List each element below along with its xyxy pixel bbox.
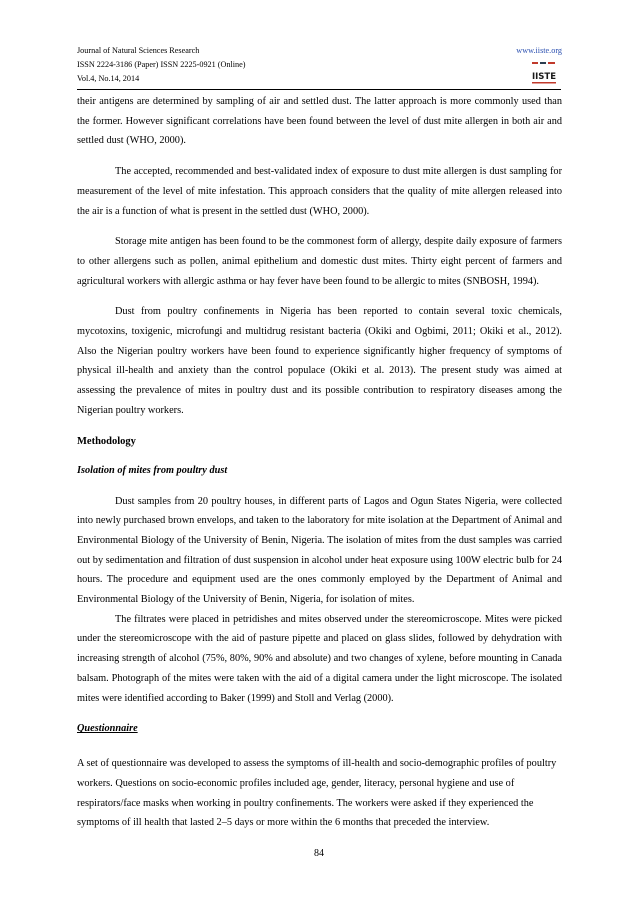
paragraph-poultry-dust: Dust from poultry confinements in Nigeria has been reported to contain several toxic chemicals, mycotoxins, toxigenic, microfungi and multidrug resistant bacteria (Okiki and Ogbimi, 2011; Okiki et al., 2012). Also the Nigerian poultry workers have been found to experience significantly higher frequency of symptoms of physical ill-health and anxiety than the control populace (Okiki et al. 2013). The present study was aimed at assessing the prevalence of mites in poultry dust and its possible contribution to respiratory diseases among the Nigerian poultry workers. xyxy=(77,306,562,416)
svg-text:IISTE: IISTE xyxy=(531,72,557,82)
paragraph-dust-samples: Dust samples from 20 poultry houses, in different parts of Lagos and Ogun States Nigeria, were collected into newly purchased brown envelops, and taken to the laboratory for mite isolation at the Department of Animal and Environmental Biology of the University of Benin, Nigeria. The isolation of mites from the dust samples was carried out by sedimentation and filtration of dust suspension in alcohol under heat exposure using 100W electric bulb for 24 hours. The procedure and equipment used are the ones commonly employed by the Department of Animal and Environmental Biology of the University of Benin, Nigeria, for isolation of mites. xyxy=(77,495,562,606)
page-header xyxy=(77,44,562,88)
header-divider xyxy=(77,89,561,90)
isolation-subheading: Isolation of mites from poultry dust xyxy=(77,464,228,476)
paragraph-filtrates: The filtrates were placed in petridishes and mites observed under the stereomicroscope. Mites were picked under the stereomicroscope with the aid of pasture pipette and placed on glass slides, followed by dehydration with increasing strength of alcohol (75%, 80%, 90% and absolute) and two changes of xylene, before mounting in Canada balsam. Photograph of the mites were taken with the aid of a digital camera under the light microscope. The isolated mites were identified according to Baker (1999) and Stoll and Verlag (2000). xyxy=(77,613,562,704)
paragraph-questionnaire: A set of questionnaire was developed to assess the symptoms of ill-health and socio-demographic profiles of poultry workers. Questions on socio-economic profiles included age, gender, literacy, personal hygiene and use of respirators/face masks when working in poultry confinements. The workers were asked if they experienced the symptoms of ill health that lasted 2–5 days or more within the 6 months that preceded the interview. xyxy=(77,758,557,829)
paragraph-exposure-index: The accepted, recommended and best-validated index of exposure to dust mite allergen is dust sampling for measurement of the level of mite infestation. This approach considers that the quality of mite allergen released into the air is a function of what is present in the settled dust (WHO, 2000). xyxy=(77,166,562,217)
volume-line: Vol.4, No.14, 2014 xyxy=(77,74,140,83)
journal-info xyxy=(77,44,562,86)
paragraph-intro: their antigens are determined by sampling of air and settled dust. The latter approach is more commonly used than the former. However significant correlations have been found between the level of dust mite allergen in both air and settled dust (WHO, 2000). xyxy=(77,96,562,147)
questionnaire-subheading: Questionnaire xyxy=(77,723,138,735)
issn-line: ISSN 2224-3186 (Paper) ISSN 2225-0921 (Online) xyxy=(77,60,246,69)
page-number: 84 xyxy=(314,848,324,859)
paragraph-storage-mite: Storage mite antigen has been found to be the commonest form of allergy, despite daily exposure of farmers to other allergens such as pollen, animal epithelium and domestic dust mites. Thirty eight percent of farmers and agricultural workers with allergic asthma or hay fever have been found to be allergic to mites (SNBOSH, 1994). xyxy=(77,236,562,287)
methodology-heading: Methodology xyxy=(77,435,136,447)
article-body xyxy=(77,92,562,833)
journal-url-link[interactable]: www.iiste.org xyxy=(516,46,562,55)
journal-name: Journal of Natural Sciences Research xyxy=(77,46,200,55)
iiste-logo-icon xyxy=(531,60,557,86)
